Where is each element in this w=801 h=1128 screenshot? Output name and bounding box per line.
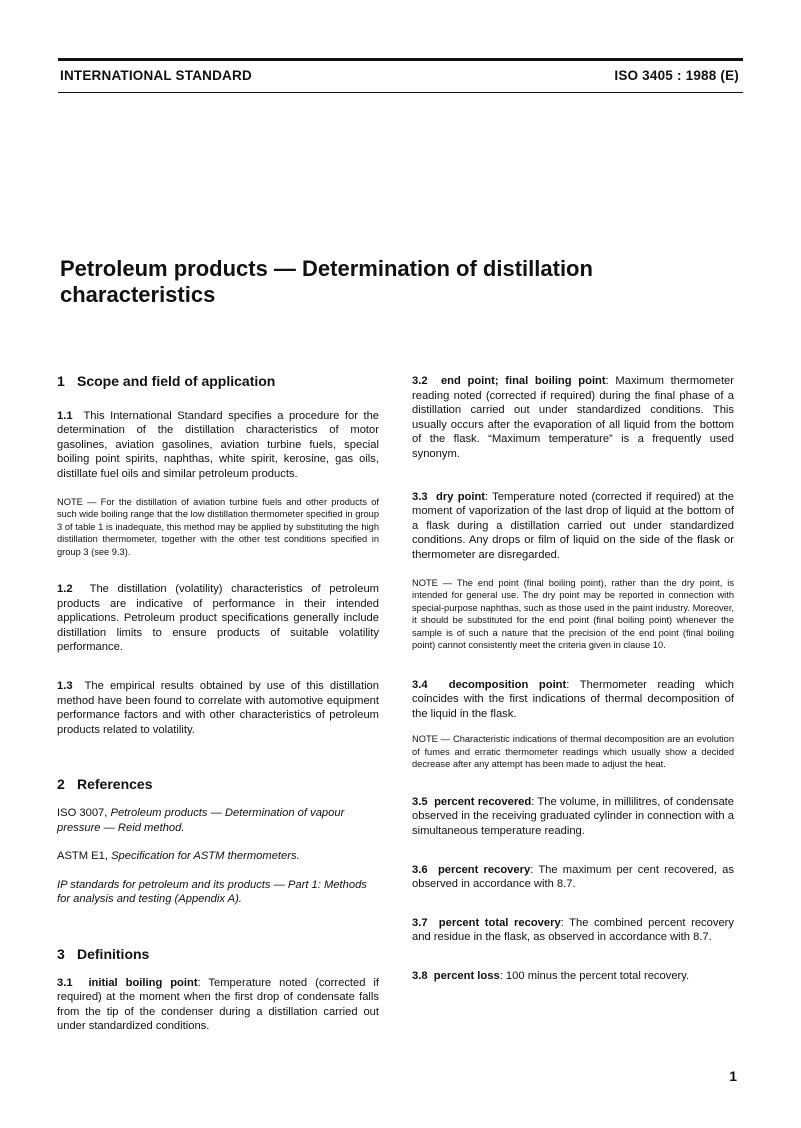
definition-3-5-number: 3.5 (412, 795, 428, 808)
clause-1-2-number: 1.2 (57, 583, 73, 596)
definition-3-6-term: percent recovery (437, 863, 531, 876)
title-line-1: Petroleum products — Determination of distillation (60, 256, 593, 281)
definition-3-5 (412, 795, 734, 839)
definition-3-6-number: 3.6 (412, 863, 428, 876)
reference-iso-3007-code: ISO 3007, (57, 807, 108, 819)
definition-3-8-term: percent loss (433, 969, 500, 982)
definition-3-7-number: 3.7 (412, 916, 428, 929)
definition-3-4-term: decomposition point (448, 678, 567, 691)
reference-ip-standards (57, 878, 379, 907)
title-line-2: characteristics (60, 282, 216, 307)
note-2: NOTE — The end point (final boiling point), rather than the dry point, is intended for general use. The dry point may be reported in connection with special-purpose naphthas, such as those used in the paint industry. Moreover, it should be substituted for the end point (final boiling point) whenever the sample is of such a nature that the precision of the end point (final boiling point) cannot consistently meet the criteria given in clause 10. (412, 577, 734, 651)
definition-3-3-text: : Temperature noted (corrected if required) at the moment of vaporization of the last drop of liquid at the bottom of a flask during a distillation carried out under standardized conditions. Any drops or film of liquid on the side of the flask or thermometer are disregarded. (412, 490, 734, 561)
section-3-number: 3 (57, 945, 65, 962)
clause-1-2 (57, 582, 379, 655)
definition-3-4-text: : Thermometer reading which coincides with the first indications of thermal decomposition of the liquid in the flask. (412, 678, 734, 720)
note-3: NOTE — Characteristic indications of thermal decomposition are an evolution of fumes and erratic thermometer readings which usually show a decided decrease after any attempt has been made to adjust the heat. (412, 734, 734, 770)
definition-3-2-number: 3.2 (412, 375, 428, 387)
definition-3-3-number: 3.3 (412, 490, 428, 503)
definition-3-1 (57, 976, 379, 1034)
section-1-heading (57, 374, 379, 389)
definition-3-3 (412, 490, 734, 563)
document-title (60, 256, 720, 308)
page-number: 1 (729, 1068, 737, 1084)
clause-1-1-number: 1.1 (57, 409, 73, 422)
definition-3-4 (412, 678, 734, 722)
section-1-number: 1 (57, 373, 65, 389)
definition-3-8-text: : 100 minus the percent total recovery. (499, 969, 690, 982)
definition-3-7 (412, 916, 734, 945)
definition-3-7-term: percent total recovery (438, 916, 561, 929)
clause-1-3-text: The empirical results obtained by use of this distillation method have been found to correlate with automotive equipment performance factors and with other characteristics of petroleum products related to volatility. (57, 680, 379, 736)
clause-1-1 (57, 409, 379, 482)
definition-3-2 (412, 374, 734, 462)
reference-iso-3007 (57, 806, 379, 835)
definition-3-2-text: : Maximum thermometer reading noted (corrected if required) during the final phase of a distillation carried out under standardized conditions. This usually occurs after the evaporation of all liquid from the bottom of the flask. “Maximum temperature” is a frequently used synonym. (412, 375, 734, 460)
definition-3-6 (412, 863, 734, 892)
definition-3-2-term: end point; final boiling point (440, 375, 606, 387)
reference-astm-e1-title: Specification for ASTM thermometers. (111, 850, 300, 863)
definition-3-5-text: : The volume, in millilitres, of condensate observed in the receiving graduated cylinder in connection with a simultaneous temperature reading. (412, 795, 734, 837)
reference-iso-3007-title: Petroleum products — Determination of vapour pressure — Reid method. (57, 807, 345, 834)
note-1: NOTE — For the distillation of aviation turbine fuels and other products of such wide boiling range that the low distillation thermometer specified in group 3 of table 1 is inadequate, this method may be applied by substituting the high distillation thermometer, together with the other test conditions specified in group 3 (see 9.3). (57, 496, 379, 557)
reference-ip-standards-title: IP standards for petroleum and its products — Part 1: Methods for analysis and testing (Appendix A). (57, 878, 367, 906)
definition-3-1-number: 3.1 (57, 976, 73, 989)
clause-1-2-text: The distillation (volatility) characteristics of petroleum products are indicative of performance in their intended applications. Petroleum product specifications generally include distillation limits to ensure products of suitable volatility performance. (57, 583, 379, 654)
header-standard-number: ISO 3405 : 1988 (E) (614, 68, 739, 83)
top-rule (58, 58, 743, 61)
definition-3-3-term: dry point (436, 490, 486, 503)
section-3-title: Definitions (77, 945, 150, 962)
clause-1-1-text: This International Standard specifies a procedure for the determination of the distillation characteristics of motor gasolines, aviation gasolines, aviation turbine fuels, special boiling point spirits, naphthas, white spirit, kerosine, gas oils, distillate fuel oils and similar petroleum products. (57, 409, 380, 480)
clause-1-3-number: 1.3 (57, 680, 73, 693)
definition-3-5-term: percent recovered (434, 795, 532, 808)
reference-astm-e1 (57, 849, 379, 864)
definition-3-7-text: : The combined percent recovery and residue in the flask, as observed in accordance with 8.7. (412, 916, 734, 944)
definition-3-1-term: initial boiling point (88, 976, 198, 989)
section-2-heading (57, 777, 379, 792)
section-2-number: 2 (57, 776, 65, 793)
reference-astm-e1-code: ASTM E1, (57, 850, 108, 863)
left-column (57, 374, 379, 1034)
definition-3-6-text: : The maximum per cent recovered, as observed in accordance with 8.7. (412, 863, 734, 891)
definition-3-8-number: 3.8 (412, 969, 428, 982)
header-standard-type: INTERNATIONAL STANDARD (60, 68, 252, 83)
header-rule (58, 92, 743, 93)
section-2-title: References (77, 776, 153, 793)
clause-1-3 (57, 679, 379, 737)
section-3-heading (57, 947, 379, 962)
definition-3-8 (412, 969, 734, 984)
section-1-title: Scope and field of application (77, 373, 276, 389)
definition-3-1-text: : Temperature noted (corrected if required) at the moment when the first drop of condensate falls from the tip of the condenser during a distillation carried out under standardized conditions. (57, 976, 379, 1033)
right-column (412, 374, 734, 984)
definition-3-4-number: 3.4 (412, 678, 428, 691)
